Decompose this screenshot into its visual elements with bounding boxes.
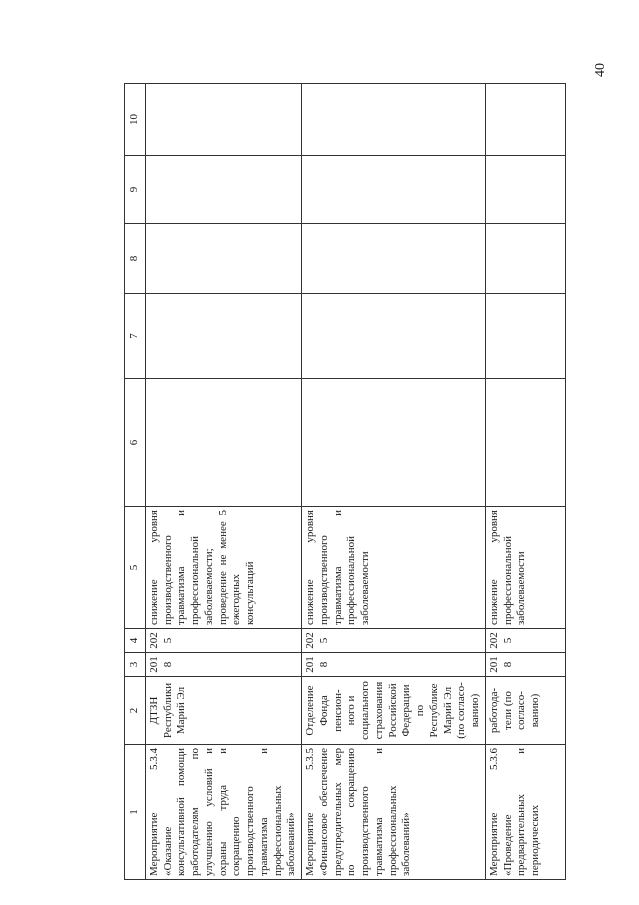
start-year: 2018 [145,653,301,677]
header-col-5: 5 [125,507,146,629]
header-col-9: 9 [125,156,146,224]
header-col-8: 8 [125,224,146,294]
measure-name: Мероприятие 5.3.4 «Оказание консультативной помощи работодателям по улучшению условий и охраны труда и сокращению производственного травматизма и профессиональных заболеваний» [145,745,301,880]
cell-col-9 [145,156,301,224]
page-number: 40 [593,63,608,77]
table-row [485,84,565,880]
rotated-table-container [124,84,541,880]
measures-table [124,83,566,880]
responsible: Отделение Фонда пенсион-ного и социального страхования Российской Федерации по Республике Марий Эл (по согласо-ванию) [302,677,486,745]
table-header-row [125,84,146,880]
cell-col-8 [302,224,486,294]
cell-col-10 [145,84,301,156]
responsible: работода-тели (по согласо-ванию) [485,677,565,745]
cell-col-7 [485,294,565,379]
measure-name: Мероприятие 5.3.5 «Финансовое обеспечение предупредительных мер по сокращению производственного травматизма и профессиональных заболеваний» [302,745,486,880]
start-year: 2018 [302,653,486,677]
expected-result: снижение уровня производственного травматизма и профессиональной заболеваемости [302,507,486,629]
cell-col-8 [145,224,301,294]
cell-col-9 [302,156,486,224]
cell-col-6 [485,379,565,507]
end-year: 2025 [302,629,486,653]
end-year: 2025 [485,629,565,653]
header-col-3: 3 [125,653,146,677]
table-row [145,84,301,880]
expected-result: снижение уровня производственного травматизма и профессиональной заболеваемости; проведение не менее 5 ежегодных консультаций [145,507,301,629]
header-col-6: 6 [125,379,146,507]
header-col-10: 10 [125,84,146,156]
cell-col-10 [485,84,565,156]
header-col-1: 1 [125,745,146,880]
cell-col-6 [302,379,486,507]
header-col-7: 7 [125,294,146,379]
table-row [302,84,486,880]
measure-name: Мероприятие 5.3.6 «Проведение предварительных и периодических [485,745,565,880]
cell-col-8 [485,224,565,294]
cell-col-6 [145,379,301,507]
cell-col-7 [302,294,486,379]
header-col-2: 2 [125,677,146,745]
start-year: 2018 [485,653,565,677]
responsible: ДТЗН Республики Марий Эл [145,677,301,745]
cell-col-10 [302,84,486,156]
header-col-4: 4 [125,629,146,653]
expected-result: снижение уровня профессиональной заболеваемости [485,507,565,629]
cell-col-7 [145,294,301,379]
cell-col-9 [485,156,565,224]
end-year: 2025 [145,629,301,653]
